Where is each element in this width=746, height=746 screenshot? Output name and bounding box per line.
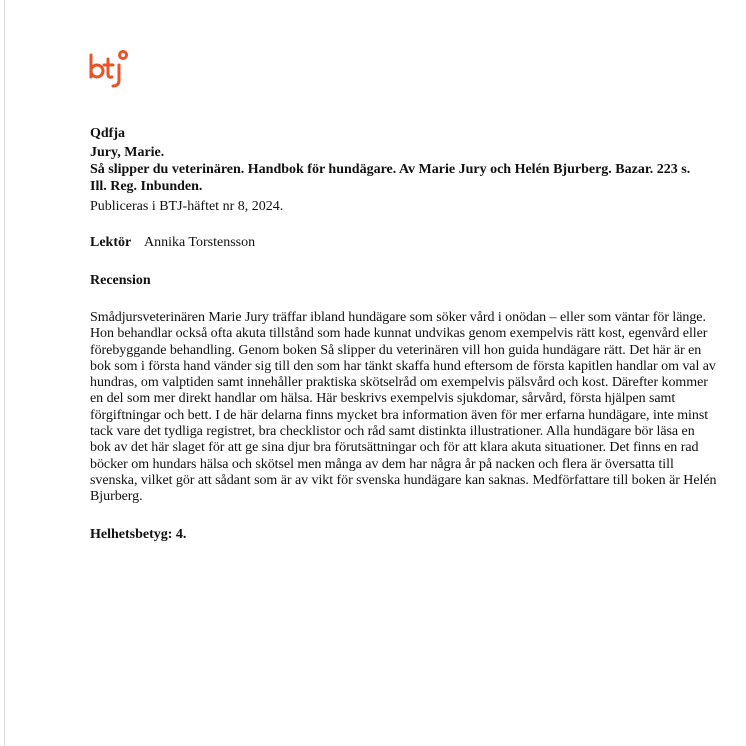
- reviewer-row: [90, 234, 718, 251]
- reviewer-name: Annika Torstensson: [143, 235, 256, 250]
- title-line-1: Så slipper du veterinären. Handbok för hundägare. Av Marie Jury och Helén Bjurberg. Bazar. 223 s.: [90, 162, 691, 177]
- classification-code: Qdfja: [90, 126, 125, 141]
- title-line-2: Ill. Reg. Inbunden.: [90, 179, 203, 194]
- page-edge: [4, 0, 5, 746]
- review-document: [90, 125, 718, 543]
- publication-info: Publiceras i BTJ-häftet nr 8, 2024.: [90, 199, 284, 214]
- reviewer-label: Lektör: [90, 235, 132, 250]
- btj-logo: [88, 47, 132, 89]
- author: Jury, Marie.: [90, 145, 165, 160]
- review-heading: Recension: [90, 273, 151, 288]
- overall-rating: Helhetsbetyg: 4.: [90, 526, 187, 542]
- review-body: Smådjursveterinären Marie Jury träffar ibland hundägare som söker vård i onödan – eller som väntar för länge. Hon behandlar också ofta akuta tillstånd som hade kunnat undvikas genom exempelvis rätt kost, egenvård eller förebyggande behandling. Genom boken Så slipper du veterinären vill hon guida hundägare rätt. Det här är en bok som i första hand vänder sig till den som har tänkt skaffa hund eftersom de första kapitlen handlar om val av hundras, om valptiden samt innehåller praktiska skötselråd om exempelvis pälsvård och kost. Därefter kommer en del som mer direkt handlar om hälsa. Här beskrivs exempelvis sjukdomar, sårvård, första hjälpen samt förgiftningar och bett. I de här delarna finns mycket bra information även för mer erfarna hundägare, inte minst tack vare det tydliga registret, bra checklistor och råd samt distinkta illustrationer. Alla hundägare bör läsa en bok av det här slaget för att ge sina djur bra förutsättningar och för att klara akuta situationer. Det finns en rad böcker om hundars hälsa och skötsel men många av dem har några år på nacken och flera är översatta till svenska, vilket gör att sådant som är av vikt för svenska hundägare kan saknas. Medförfattare till boken är Helén Bjurberg.: [90, 310, 717, 505]
